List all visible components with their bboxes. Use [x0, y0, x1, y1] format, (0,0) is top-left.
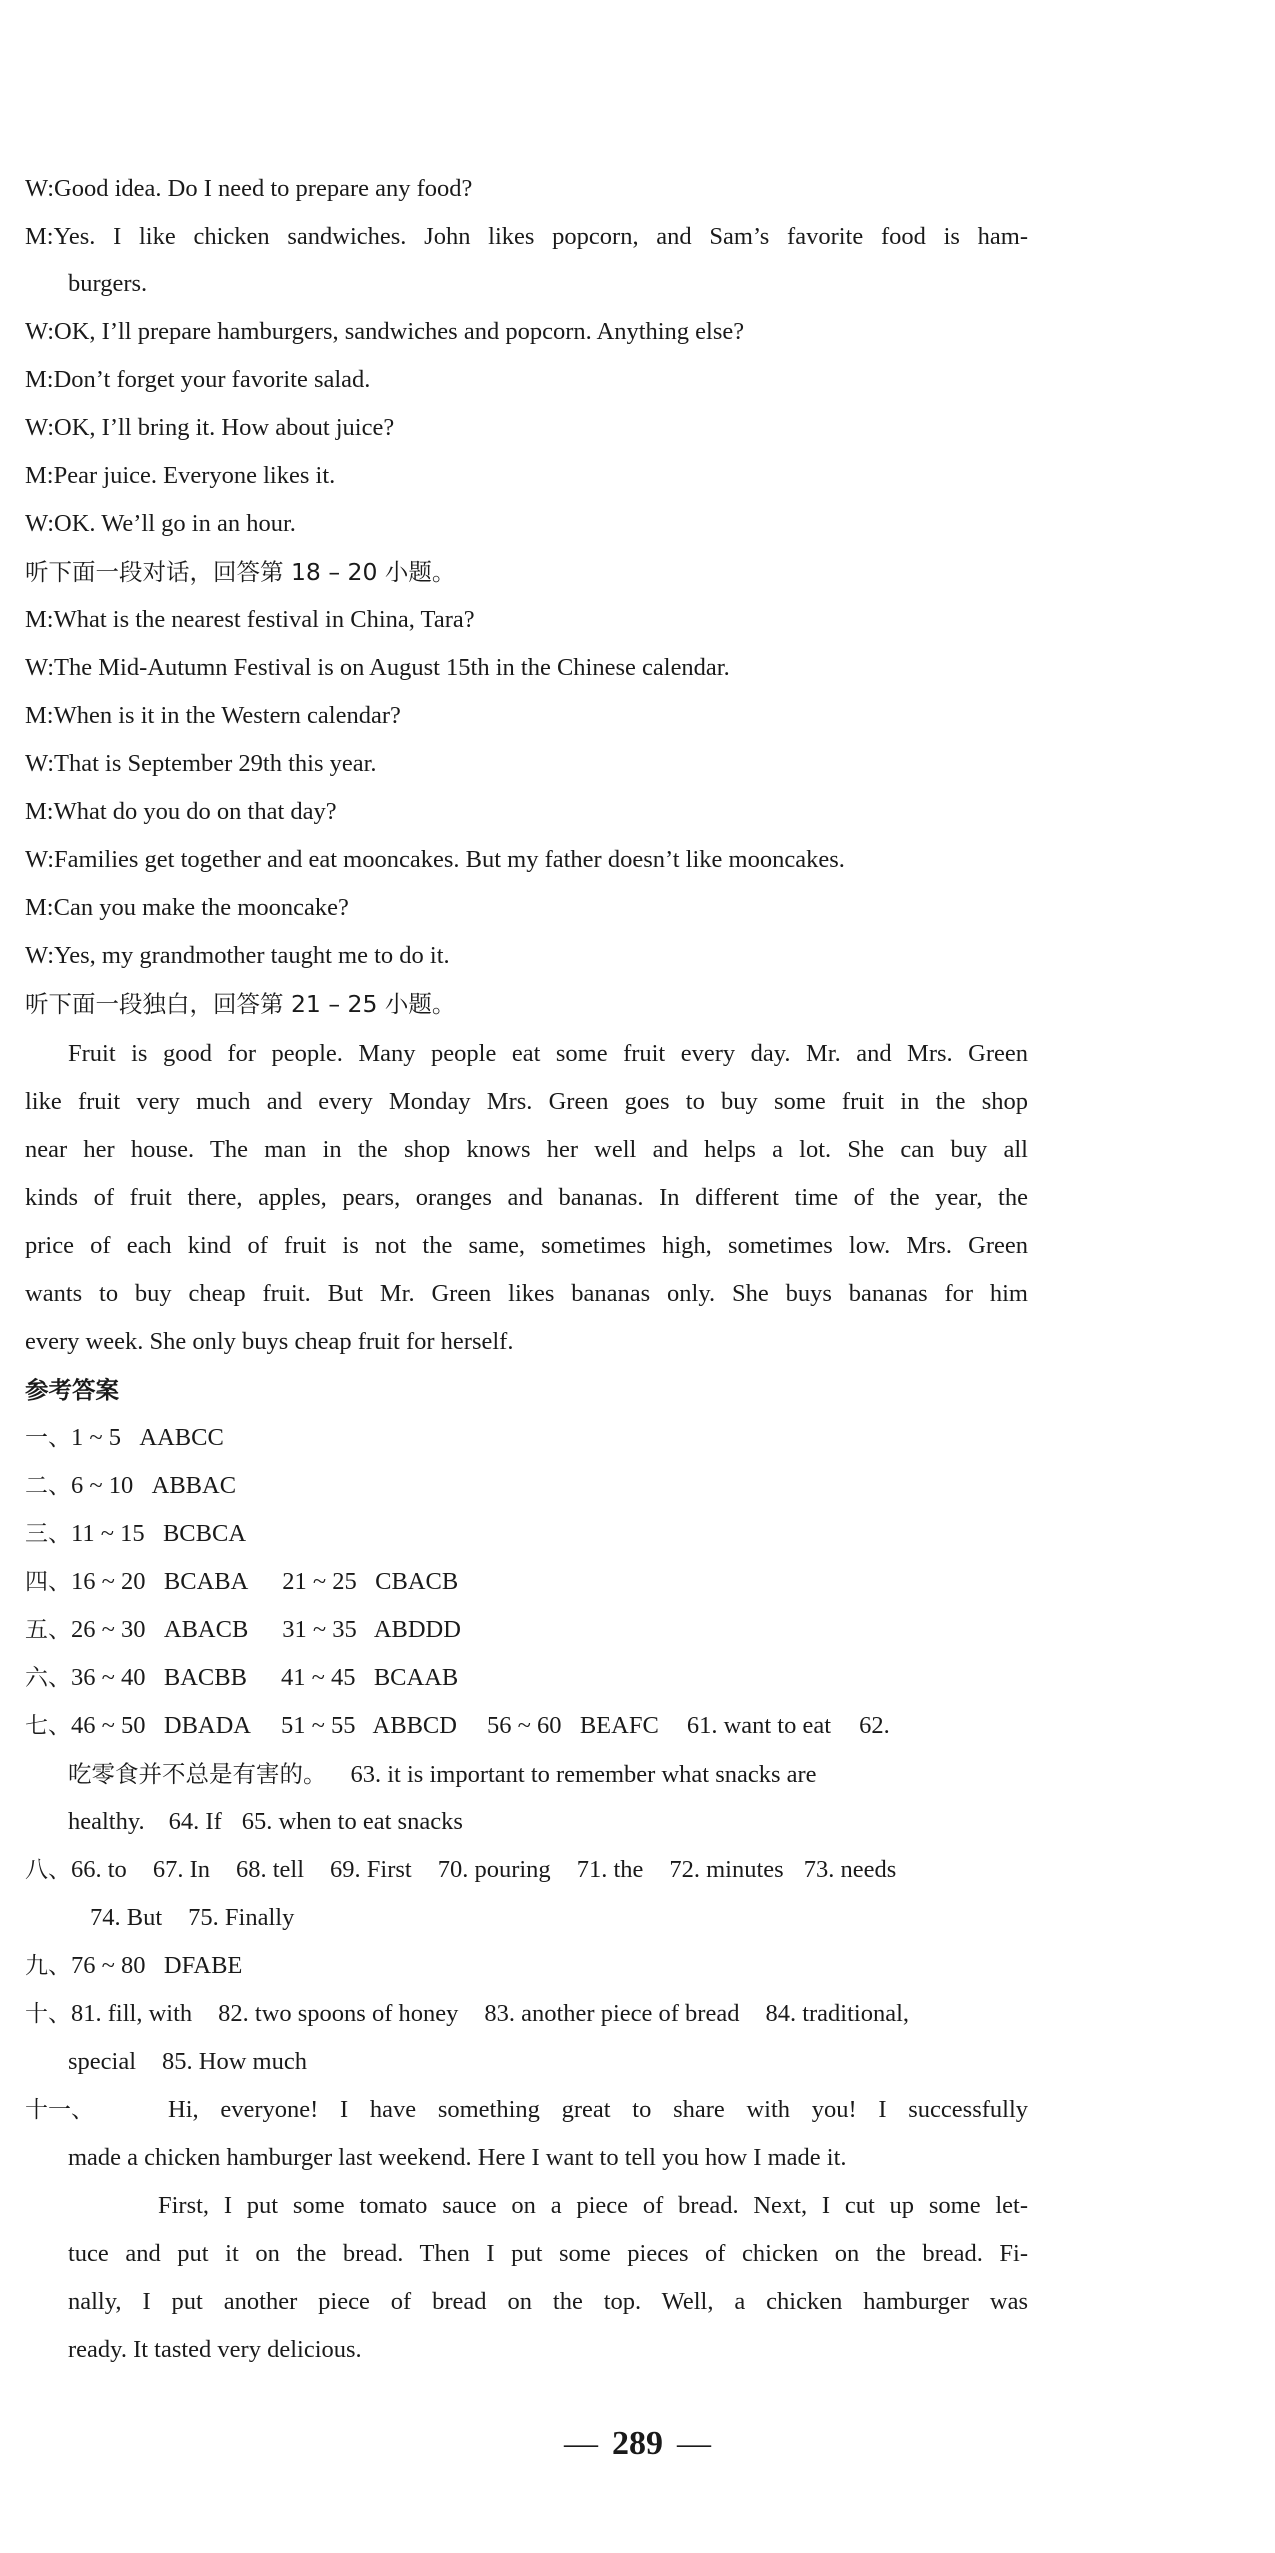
essay-line: tuce and put it on the bread. Then I put some pieces of chicken on the bread. Fi- — [68, 2240, 1028, 2267]
answer-row: 二、6 ~ 10 ABBAC — [25, 1472, 237, 1499]
answer-row-continuation: 吃零食并不总是有害的。 63. it is important to remember what snacks are — [68, 1760, 817, 1788]
essay-line: Hi, everyone! I have something great to share with you! I successfully — [168, 2096, 1028, 2123]
listening-instruction: 听下面一段对话，回答第 18 – 20 小题。 — [25, 558, 456, 586]
answers-heading: 参考答案 — [25, 1376, 119, 1404]
dialogue-line: M:Yes. I like chicken sandwiches. John likes popcorn, and Sam’s favorite food is ham- — [25, 223, 1028, 250]
monologue-line: like fruit very much and every Monday Mrs. Green goes to buy some fruit in the shop — [25, 1088, 1028, 1115]
dialogue-line: W:The Mid-Autumn Festival is on August 15th in the Chinese calendar. — [25, 654, 730, 681]
dialogue-line: W:Good idea. Do I need to prepare any food? — [25, 175, 473, 202]
dialogue-line: M:What do you do on that day? — [25, 798, 337, 825]
monologue-line: wants to buy cheap fruit. But Mr. Green likes bananas only. She buys bananas for him — [25, 1280, 1028, 1307]
essay-line: First, I put some tomato sauce on a piece of bread. Next, I cut up some let- — [158, 2192, 1028, 2219]
listening-instruction: 听下面一段独白，回答第 21 – 25 小题。 — [25, 990, 456, 1018]
answer-row: 八、66. to 67. In 68. tell 69. First 70. pouring 71. the 72. minutes 73. needs — [25, 1856, 897, 1883]
answer-row: 四、16 ~ 20 BCABA 21 ~ 25 CBACB — [25, 1568, 459, 1595]
answer-row: 十一、 — [25, 2097, 94, 2123]
monologue-line: price of each kind of fruit is not the same, sometimes high, sometimes low. Mrs. Green — [25, 1232, 1028, 1259]
answer-row: 五、26 ~ 30 ABACB 31 ~ 35 ABDDD — [25, 1616, 461, 1643]
answer-row: 九、76 ~ 80 DFABE — [25, 1952, 243, 1979]
essay-line: ready. It tasted very delicious. — [68, 2336, 362, 2363]
essay-line: nally, I put another piece of bread on the top. Well, a chicken hamburger was — [68, 2288, 1028, 2315]
dialogue-line: W:Yes, my grandmother taught me to do it. — [25, 942, 450, 969]
dialogue-line: M:What is the nearest festival in China, Tara? — [25, 606, 475, 633]
essay-line: made a chicken hamburger last weekend. Here I want to tell you how I made it. — [68, 2144, 847, 2171]
dialogue-line: M:Can you make the mooncake? — [25, 894, 349, 921]
answer-row: 六、36 ~ 40 BACBB 41 ~ 45 BCAAB — [25, 1664, 459, 1691]
answer-row-continuation: special 85. How much — [68, 2048, 307, 2075]
answer-row-continuation: healthy. 64. If 65. when to eat snacks — [68, 1808, 463, 1835]
dialogue-line-continuation: burgers. — [68, 270, 148, 297]
dialogue-line: M:Don’t forget your favorite salad. — [25, 366, 371, 393]
dialogue-line: M:Pear juice. Everyone likes it. — [25, 462, 336, 489]
answer-row: 七、46 ~ 50 DBADA 51 ~ 55 ABBCD 56 ~ 60 BEAFC 61. want to eat 62. — [25, 1712, 890, 1739]
page-number: — 289 — — [564, 2425, 711, 2462]
monologue-line: kinds of fruit there, apples, pears, oranges and bananas. In different time of the year, the — [25, 1184, 1028, 1211]
answer-row: 三、11 ~ 15 BCBCA — [25, 1520, 247, 1547]
dialogue-line: W:OK, I’ll prepare hamburgers, sandwiches and popcorn. Anything else? — [25, 318, 745, 345]
answer-row: 一、1 ~ 5 AABCC — [25, 1424, 224, 1451]
dialogue-line: W:Families get together and eat mooncakes. But my father doesn’t like mooncakes. — [25, 846, 845, 873]
answer-row-continuation: 74. But 75. Finally — [90, 1904, 295, 1931]
dialogue-line: W:OK, I’ll bring it. How about juice? — [25, 414, 395, 441]
dialogue-line: M:When is it in the Western calendar? — [25, 702, 401, 729]
dialogue-line: W:That is September 29th this year. — [25, 750, 377, 777]
monologue-line: Fruit is good for people. Many people eat some fruit every day. Mr. and Mrs. Green — [68, 1040, 1028, 1067]
monologue-line: near her house. The man in the shop knows her well and helps a lot. She can buy all — [25, 1136, 1028, 1163]
answer-row: 十、81. fill, with 82. two spoons of honey 83. another piece of bread 84. traditional, — [25, 2000, 910, 2027]
dialogue-line: W:OK. We’ll go in an hour. — [25, 510, 296, 537]
monologue-line: every week. She only buys cheap fruit for herself. — [25, 1328, 514, 1355]
